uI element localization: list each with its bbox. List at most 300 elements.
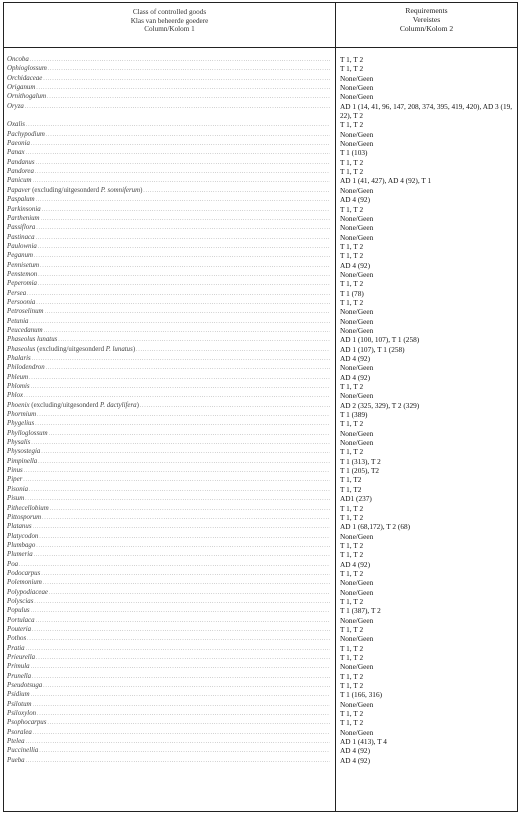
requirements-cell: None/Geen: [340, 269, 374, 279]
genus-name: Peperomia: [7, 280, 37, 288]
table-row: [4, 616, 517, 625]
class-name: [7, 176, 33, 185]
table-row: [4, 447, 517, 456]
requirements-cell: T 1, T 2: [340, 120, 364, 130]
genus-name: Piper: [7, 476, 23, 484]
requirements-cell: T 1, T 2: [340, 241, 364, 251]
genus-name: Petunia: [7, 317, 29, 325]
requirements-cell: AD 4 (92): [340, 755, 370, 765]
genus-name: Pratia: [7, 644, 25, 652]
table-row: [4, 242, 517, 251]
table-body: [4, 55, 517, 765]
requirements-cell: None/Geen: [340, 391, 374, 401]
class-name: [7, 102, 25, 111]
table-row: [4, 373, 517, 382]
requirements-cell: T 1, T 2: [340, 167, 364, 177]
table-row: [4, 690, 517, 699]
class-name: [7, 737, 26, 746]
requirements-cell: AD 1 (413), T 4: [340, 737, 387, 747]
table-row: [4, 289, 517, 298]
genus-name: Pandorea: [7, 168, 34, 176]
genus-name: Pastinaca: [7, 233, 35, 241]
table-row: [4, 597, 517, 606]
genus-name: Pachypodium: [7, 130, 45, 138]
genus-name: Plumbago: [7, 541, 36, 549]
table-row: [4, 223, 517, 232]
genus-name: Psoralea: [7, 728, 32, 736]
genus-name: Passiflora: [7, 224, 36, 232]
requirements-cell: T 1, T 2: [340, 279, 364, 289]
class-name: [7, 756, 26, 765]
genus-name: Psiloxylon: [7, 710, 37, 718]
requirements-cell: T 1, T 2: [340, 718, 364, 728]
requirements-cell: T 1, T2: [340, 475, 362, 485]
class-name: [7, 242, 38, 251]
genus-name: Populus: [7, 607, 30, 615]
requirements-cell: AD 4 (92): [340, 746, 370, 756]
genus-name: Phylloglossum: [7, 429, 48, 437]
genus-name: Physalis: [7, 439, 31, 447]
requirements-cell: AD 1 (68,172), T 2 (68): [340, 522, 411, 532]
class-name: [7, 64, 48, 73]
class-name: [7, 363, 46, 372]
requirements-cell: None/Geen: [340, 232, 374, 242]
genus-name: Phlox: [7, 392, 24, 400]
genus-name: Parkinsonia: [7, 205, 41, 213]
table-row: [4, 354, 517, 363]
requirements-cell: None/Geen: [340, 727, 374, 737]
requirements-cell: None/Geen: [340, 615, 374, 625]
genus-name: Peganum: [7, 252, 34, 260]
requirements-cell: T 1, T 2: [340, 447, 364, 457]
genus-name: Petroselinum: [7, 308, 44, 316]
table-row: [4, 195, 517, 204]
table-row: [4, 672, 517, 681]
class-name: [7, 578, 43, 587]
requirements-cell: T 1 (389): [340, 410, 368, 420]
class-name: [7, 532, 39, 541]
requirements-cell: T 1, T 2: [340, 297, 364, 307]
requirements-cell: AD 4 (92): [340, 372, 370, 382]
genus-name: Philodendron: [7, 364, 45, 372]
table-row: [4, 64, 517, 73]
requirements-cell: T 1, T 2: [340, 568, 364, 578]
requirements-cell: T 1 (313), T 2: [340, 456, 381, 466]
table-row: [4, 270, 517, 279]
requirements-cell: T 1, T 2: [340, 653, 364, 662]
requirements-cell: T 1, T 2: [340, 157, 364, 167]
table-row: [4, 186, 517, 195]
table-row: [4, 634, 517, 643]
class-name: [7, 690, 31, 699]
class-name: [7, 307, 45, 316]
requirements-cell: AD 4 (92): [340, 195, 370, 205]
class-name: [7, 466, 24, 475]
class-name: [7, 233, 36, 242]
table-row: [4, 55, 517, 64]
exclusion-text: (excluding/uitgesonderd: [29, 401, 100, 409]
table-row: [4, 700, 517, 709]
genus-name: Ornithogalum: [7, 93, 47, 101]
genus-name: Pithecellobium: [7, 504, 49, 512]
genus-name: Pueba: [7, 756, 25, 764]
requirements-cell: T 1, T 2: [340, 512, 364, 522]
class-name: [7, 83, 36, 92]
table-row: [4, 560, 517, 569]
class-name: [7, 653, 36, 662]
class-name: [7, 391, 24, 400]
dot-leader: [26, 757, 330, 766]
table-row: [4, 279, 517, 288]
class-name: [7, 120, 26, 129]
exclusion-text: (excluding/uitgesonderd: [35, 345, 106, 353]
class-name: [7, 354, 32, 363]
class-name: [7, 270, 38, 279]
genus-name: Platanus: [7, 523, 32, 531]
genus-name: Origanum: [7, 84, 36, 92]
class-name: [7, 475, 23, 484]
table-row: [4, 130, 517, 139]
requirements-cell: None/Geen: [340, 531, 374, 541]
table-header: [4, 3, 517, 48]
requirements-cell: None/Geen: [340, 363, 374, 373]
requirements-cell: T 1, T 2: [340, 681, 364, 691]
table-row: [4, 644, 517, 653]
table-row: [4, 728, 517, 737]
requirements-cell: AD 1 (41, 427), AD 4 (92), T 1: [340, 176, 432, 186]
class-name: [7, 625, 32, 634]
genus-name: Pouteria: [7, 625, 32, 633]
requirements-cell: T 1 (205), T2: [340, 466, 380, 476]
requirements-cell: T 1, T 2: [340, 671, 364, 681]
excluded-species: P. somniferum: [100, 186, 141, 194]
requirements-cell: AD 4 (92): [340, 559, 370, 569]
class-name: [7, 681, 43, 690]
class-name: [7, 382, 31, 391]
genus-name: Pisum: [7, 495, 25, 503]
requirements-cell: None/Geen: [340, 699, 374, 709]
genus-name: Parthenium: [7, 214, 40, 222]
genus-name: Prieurella: [7, 654, 36, 661]
exclusion-close: ): [140, 186, 143, 194]
table-row: [4, 419, 517, 428]
genus-name: Paulownia: [7, 242, 37, 250]
table-row: [4, 513, 517, 522]
genus-name: Pimpinella: [7, 457, 38, 465]
genus-name: Psilotum: [7, 700, 32, 708]
table-row: [4, 401, 517, 410]
table-row: [4, 466, 517, 475]
table-row: [4, 756, 517, 765]
requirements-cell: T 1, T 2: [340, 709, 364, 719]
table-row: [4, 167, 517, 176]
genus-name: Polypodiaceae: [7, 588, 48, 596]
genus-name: Phoenix: [7, 401, 30, 409]
genus-name: Oryza: [7, 102, 24, 110]
requirements-cell: None/Geen: [340, 662, 374, 672]
requirements-cell: T 1, T 2: [340, 419, 364, 429]
class-name: [7, 634, 27, 643]
table-row: [4, 494, 517, 503]
genus-name: Paeonia: [7, 140, 30, 148]
class-name: [7, 251, 34, 260]
table-row: [4, 681, 517, 690]
genus-name: Phalaris: [7, 355, 31, 362]
table-row: [4, 522, 517, 531]
requirements-cell: T 1, T 2: [340, 624, 364, 634]
class-name: [7, 597, 34, 606]
table-row: [4, 345, 517, 354]
class-name: [7, 401, 140, 410]
class-name: [7, 700, 33, 709]
genus-name: Prunella: [7, 672, 32, 680]
table-row: [4, 653, 517, 662]
class-name: [7, 326, 44, 335]
requirements-cell: None/Geen: [340, 83, 374, 93]
requirements-cell: T 1 (103): [340, 148, 368, 158]
genus-name: Pinus: [7, 467, 23, 475]
requirements-cell: None/Geen: [340, 213, 374, 223]
class-name: [7, 419, 35, 428]
genus-name: Ophioglossum: [7, 65, 47, 73]
requirements-cell: None/Geen: [340, 223, 374, 233]
class-name: [7, 447, 41, 456]
class-name: [7, 588, 49, 597]
genus-name: Persea: [7, 289, 27, 297]
table-row: [4, 438, 517, 447]
genus-name: Portulaca: [7, 616, 35, 624]
class-name: [7, 158, 36, 167]
genus-name: Polyscias: [7, 597, 34, 605]
requirements-cell: None/Geen: [340, 325, 374, 335]
genus-name: Oncoba: [7, 56, 29, 63]
class-name: [7, 279, 38, 288]
table-row: [4, 261, 517, 270]
table-row: [4, 158, 517, 167]
table-row: [4, 214, 517, 223]
table-row: [4, 363, 517, 372]
class-name: [7, 223, 36, 232]
class-name: [7, 616, 36, 625]
table-row: [4, 102, 517, 121]
class-name: [7, 289, 27, 298]
class-name: [7, 214, 41, 223]
genus-name: Pseudotsuga: [7, 682, 43, 690]
class-name: [7, 457, 38, 466]
table-row: [4, 541, 517, 550]
genus-name: Primula: [7, 663, 30, 671]
requirements-cell: AD 1 (107), T 1 (258): [340, 344, 405, 354]
class-name: [7, 662, 31, 671]
table-row: [4, 233, 517, 242]
class-name: [7, 373, 29, 382]
table-row: [4, 148, 517, 157]
requirements-cell: T 1, T 2: [340, 55, 364, 64]
class-name: [7, 513, 42, 522]
requirements-cell: T 1, T2: [340, 484, 362, 494]
genus-name: Phlomis: [7, 383, 30, 391]
table-row: [4, 475, 517, 484]
genus-name: Psophocarpus: [7, 719, 47, 727]
genus-name: Pittosporum: [7, 513, 42, 521]
requirements-cell: None/Geen: [340, 73, 374, 83]
class-name: [7, 139, 31, 148]
genus-name: Oxalis: [7, 121, 25, 129]
genus-name: Polemonium: [7, 579, 42, 587]
requirements-cell: None/Geen: [340, 129, 374, 139]
requirements-cell: T 1 (387), T 2: [340, 606, 381, 616]
controlled-goods-class: [7, 102, 330, 112]
genus-name: Pandanus: [7, 158, 35, 166]
table-row: [4, 709, 517, 718]
class-name: [7, 718, 47, 727]
requirements-cell: AD1 (237): [340, 494, 372, 504]
genus-name: Phaseolus: [7, 345, 36, 353]
class-name: [7, 92, 47, 101]
class-name: [7, 261, 40, 270]
requirements-cell: AD 2 (325, 329), T 2 (329): [340, 400, 420, 410]
genus-name: Puccinellia: [7, 747, 39, 755]
requirements-cell: T 1 (78): [340, 288, 364, 298]
table-row: [4, 410, 517, 419]
table-row: [4, 588, 517, 597]
requirements-cell: T 1, T 2: [340, 382, 364, 392]
controlled-goods-class: [7, 756, 330, 766]
requirements-cell: T 1 (166, 316): [340, 690, 383, 700]
requirements-table: [3, 2, 518, 812]
requirements-cell: None/Geen: [340, 185, 374, 195]
table-row: [4, 205, 517, 214]
class-name: [7, 746, 39, 755]
table-row: [4, 335, 517, 344]
table-row: [4, 569, 517, 578]
class-name: [7, 606, 31, 615]
excluded-species: P. dactylifera: [100, 401, 137, 409]
class-name: [7, 148, 26, 157]
class-name: [7, 167, 35, 176]
requirements-cell: None/Geen: [340, 587, 374, 597]
table-row: [4, 307, 517, 316]
requirements-cell: T 1, T 2: [340, 540, 364, 550]
table-row: [4, 74, 517, 83]
requirements-cell: T 1, T 2: [340, 643, 364, 653]
class-name: [7, 429, 49, 438]
requirements-cell: T 1, T 2: [340, 503, 364, 513]
requirements-cell: None/Geen: [340, 634, 374, 644]
table-row: [4, 176, 517, 185]
table-row: [4, 606, 517, 615]
class-name: [7, 541, 36, 550]
class-name: [7, 709, 37, 718]
table-row: [4, 326, 517, 335]
requirements-cell: None/Geen: [340, 316, 374, 326]
genus-name: Plumeria: [7, 551, 33, 559]
requirements-cell: None/Geen: [340, 139, 374, 149]
table-row: [4, 578, 517, 587]
requirements-cell: AD 4 (92): [340, 354, 370, 363]
class-name: [7, 644, 26, 653]
requirements-cell: None/Geen: [340, 92, 374, 102]
requirements-cell: AD 1 (14, 41, 96, 147, 208, 374, 395, 419, 420), AD 3 (19, 22), T 2: [340, 101, 513, 121]
class-name: [7, 550, 34, 559]
table-row: [4, 382, 517, 391]
genus-name: Phygelius: [7, 420, 35, 428]
class-name: [7, 494, 25, 503]
class-name: [7, 55, 30, 64]
genus-name: Panicum: [7, 177, 32, 185]
table-row: [4, 457, 517, 466]
genus-name: Paspalum: [7, 196, 35, 204]
table-row: [4, 662, 517, 671]
dot-leader: [25, 103, 330, 112]
genus-name: Penstemon: [7, 270, 38, 278]
requirements-cell: T 1, T 2: [340, 251, 364, 261]
table-row: [4, 737, 517, 746]
class-name: [7, 298, 36, 307]
table-row: [4, 429, 517, 438]
table-row: [4, 139, 517, 148]
table-row: [4, 485, 517, 494]
table-row: [4, 504, 517, 513]
genus-name: Pothos: [7, 635, 27, 643]
genus-name: Peucedanum: [7, 326, 43, 334]
class-name: [7, 569, 41, 578]
genus-name: Psidium: [7, 691, 30, 699]
class-name: [7, 410, 37, 419]
table-row: [4, 251, 517, 260]
class-name: [7, 345, 136, 354]
genus-name: Ptelea: [7, 738, 25, 746]
table-row: [4, 92, 517, 101]
table-row: [4, 718, 517, 727]
genus-name: Podocarpus: [7, 569, 41, 577]
column-1-header: Class of controlled goods Klas van beheerde goedere Column/Kolom 1: [130, 8, 209, 34]
table-row: [4, 120, 517, 129]
requirements-cell: None/Geen: [340, 428, 374, 438]
genus-name: Panax: [7, 149, 25, 157]
class-name: [7, 74, 43, 83]
table-row: [4, 317, 517, 326]
class-name: [7, 438, 31, 447]
class-name: [7, 672, 32, 681]
table-row: [4, 550, 517, 559]
genus-name: Phleum: [7, 373, 29, 381]
genus-name: Orchidaceae: [7, 74, 43, 82]
class-name: [7, 186, 143, 195]
column-2-header: Requirements Vereistes Column/Kolom 2: [399, 6, 454, 33]
requirements-cell: T 1, T 2: [340, 204, 364, 214]
requirements-cell: AD 1 (100, 107), T 1 (258): [340, 335, 420, 345]
class-name: [7, 130, 46, 139]
exclusion-close: ): [132, 345, 136, 353]
table-row: [4, 391, 517, 400]
excluded-species: P. lunatus: [105, 345, 133, 353]
class-name: [7, 560, 19, 569]
genus-name: Poa: [7, 560, 19, 568]
exclusion-text: (excluding/uitgesonderd: [30, 186, 101, 194]
genus-name: Pennisetum: [7, 261, 40, 269]
class-name: [7, 485, 29, 494]
genus-name: Persoonia: [7, 298, 36, 306]
class-name: [7, 522, 33, 531]
table-row: [4, 298, 517, 307]
class-name: [7, 195, 36, 204]
class-name: [7, 728, 33, 737]
table-row: [4, 83, 517, 92]
genus-name: Platycodon: [7, 532, 39, 540]
table-row: [4, 625, 517, 634]
class-name: [7, 504, 50, 513]
